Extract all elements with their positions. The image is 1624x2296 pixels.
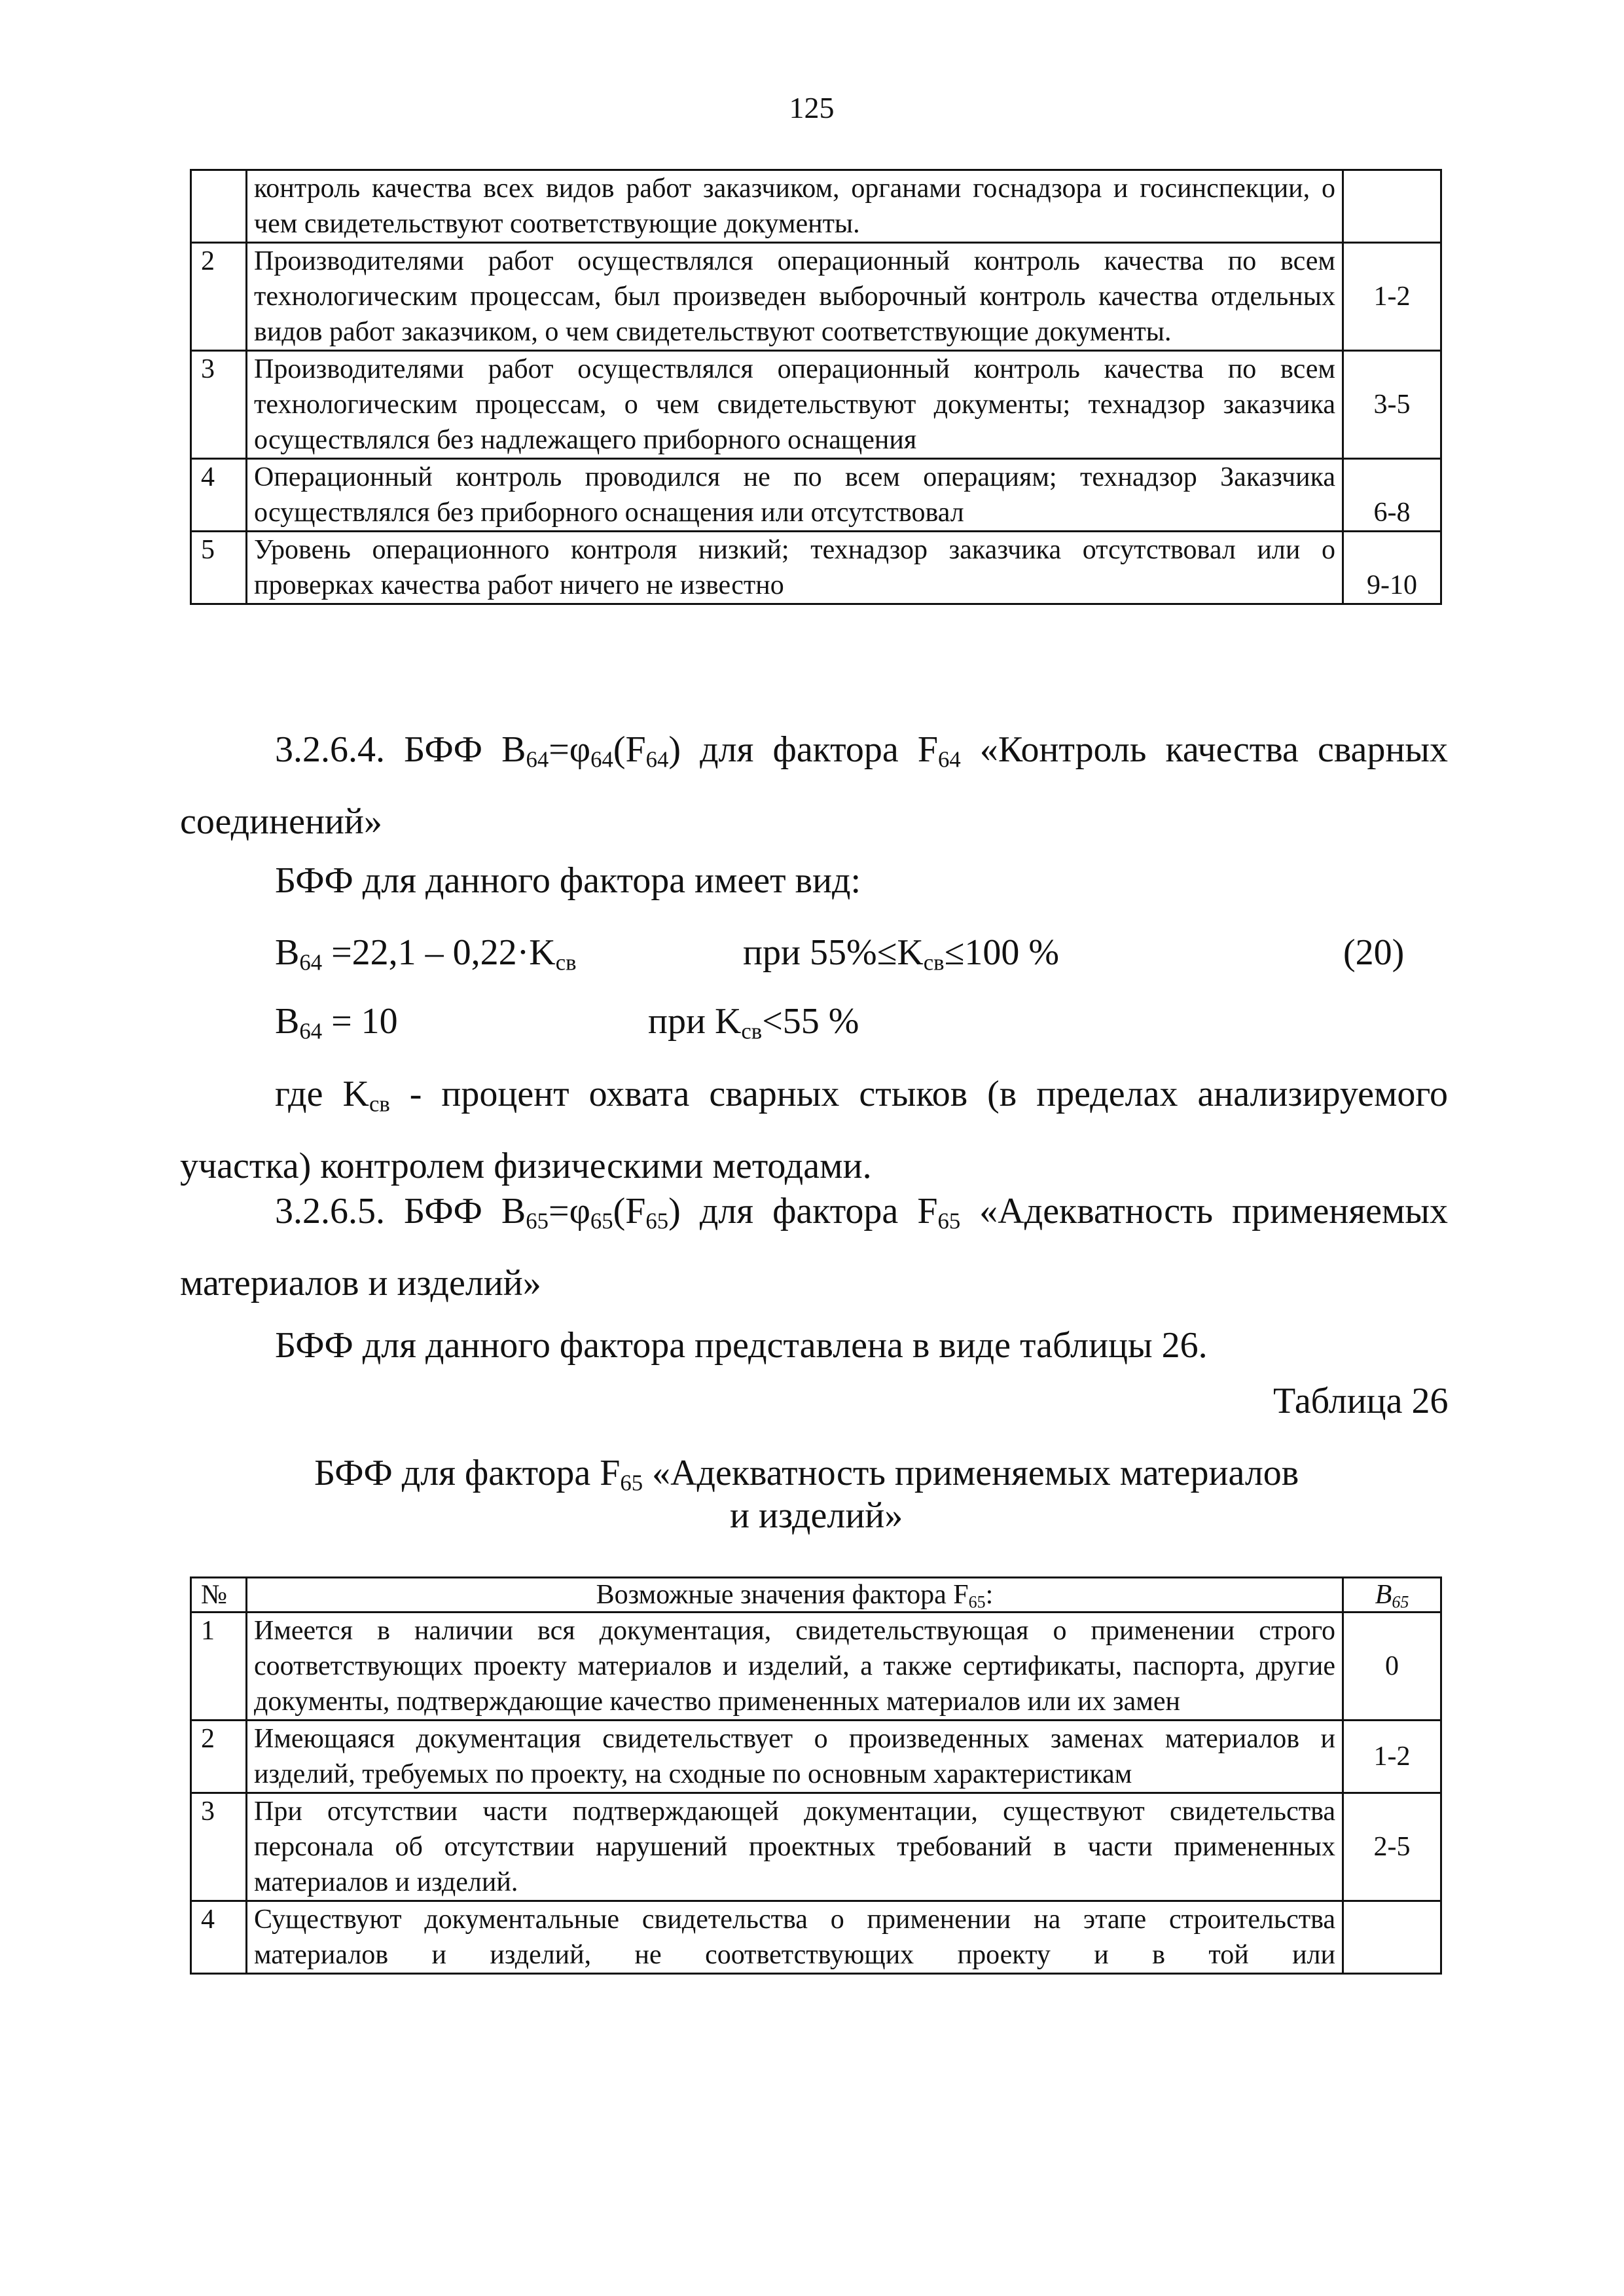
row-value: 0: [1343, 1613, 1441, 1721]
bff-table-intro: БФФ для данного фактора представлена в виде таблицы 26.: [275, 1325, 1208, 1366]
row-description: Имеется в наличии вся документация, свидетельствующая о применении строго соответствующих проекту материалов и изделий, а также сертификаты, паспорта, другие документы, подтверждающие качество примененных материалов или их замен: [247, 1613, 1343, 1721]
caption-text: «Адекватность применяемых материалов: [643, 1453, 1299, 1493]
formula-text: = 10: [322, 1001, 398, 1042]
subscript: 65: [526, 1208, 549, 1234]
heading-text: ) для фактора F: [668, 1191, 938, 1231]
row-value: 6-8: [1343, 459, 1441, 532]
subscript: 64: [645, 746, 669, 773]
table-caption-line1: [314, 1450, 1299, 1496]
row-value: [1343, 1901, 1441, 1974]
row-value: 1-2: [1343, 1721, 1441, 1793]
section-3264-heading: [275, 727, 1448, 773]
section-3265-heading: [275, 1188, 1448, 1234]
subscript: 65: [1392, 1592, 1409, 1612]
formula-text: <55 %: [762, 1001, 859, 1042]
header-text: :: [985, 1580, 994, 1610]
subscript: св: [555, 949, 577, 975]
header-text: В: [1375, 1580, 1392, 1610]
row-number: 4: [191, 459, 247, 532]
subscript: 65: [620, 1470, 643, 1496]
table-label: Таблица 26: [1273, 1381, 1449, 1421]
where-line1: [275, 1071, 1448, 1117]
subscript: 64: [938, 746, 961, 773]
row-value: 1-2: [1343, 243, 1441, 351]
header-text: Возможные значения фактора F: [596, 1580, 969, 1610]
heading-text: 3.2.6.4. БФФ В: [275, 729, 526, 770]
row-description: Имеющаяся документация свидетельствует о произведенных заменах материалов и изделий, требуемых по проекту, на сходные по основным характеристикам: [247, 1721, 1343, 1793]
body-text: где K: [275, 1074, 369, 1114]
table-header-row: [191, 1578, 1441, 1613]
caption-text: БФФ для фактора F: [314, 1453, 621, 1493]
row-number: [191, 170, 247, 243]
section-3265-heading-line2: материалов и изделий»: [180, 1263, 541, 1303]
body-text: - процент охвата сварных стыков (в пределах анализируемого: [389, 1074, 1449, 1114]
row-description: контроль качества всех видов работ заказчиком, органами госнадзора и госинспекции, о чем свидетельствуют соответствующие документы.: [247, 170, 1343, 243]
row-description: Уровень операционного контроля низкий; технадзор заказчика отсутствовал или о проверках качества работ ничего не известно: [247, 532, 1343, 604]
table-caption-line2: и изделий»: [730, 1495, 903, 1536]
formula-text: В: [275, 1001, 300, 1042]
subscript: 64: [590, 746, 613, 773]
row-number: 4: [191, 1901, 247, 1974]
row-number: 2: [191, 243, 247, 351]
row-description: Операционный контроль проводился не по всем операциям; технадзор Заказчика осуществлялся без приборного оснащения или отсутствовал: [247, 459, 1343, 532]
table-row: [191, 243, 1441, 351]
heading-text: «Контроль качества сварных: [960, 729, 1448, 770]
formula-20-condition: [743, 930, 1059, 975]
row-description: Существуют документальные свидетельства о применении на этапе строительства материалов и изделий, не соответствующих проекту и в той или: [247, 1901, 1343, 1974]
heading-text: 3.2.6.5. БФФ В: [275, 1191, 526, 1231]
formula-alt-left: [275, 998, 398, 1044]
row-number: 3: [191, 1793, 247, 1901]
table-row: [191, 351, 1441, 459]
table-row: [191, 459, 1441, 532]
formula-text: =22,1 – 0,22·K: [322, 932, 556, 973]
heading-text: =φ: [549, 729, 591, 770]
header-description: [247, 1578, 1343, 1613]
row-description: Производителями работ осуществлялся операционный контроль качества по всем технологическим процессам, был произведен выборочный контроль качества отдельных видов работ заказчиком, о чем свидетельствуют соответствующие документы.: [247, 243, 1343, 351]
row-value: 9-10: [1343, 532, 1441, 604]
heading-text: (F: [613, 729, 646, 770]
row-description: При отсутствии части подтверждающей документации, существуют свидетельства персонала об отсутствии нарушений проектных требований в части примененных материалов и изделий.: [247, 1793, 1343, 1901]
subscript: 64: [299, 1018, 323, 1044]
subscript: 65: [937, 1208, 961, 1234]
header-number: №: [191, 1578, 247, 1613]
row-number: 2: [191, 1721, 247, 1793]
table-row: [191, 170, 1441, 243]
table-row: [191, 1793, 1441, 1901]
table-row: [191, 1901, 1441, 1974]
formula-alt-condition: [648, 998, 859, 1044]
subscript: св: [369, 1091, 390, 1117]
heading-text: =φ: [548, 1191, 590, 1231]
subscript: 65: [645, 1208, 669, 1234]
section-3264-heading-line2: соединений»: [180, 801, 382, 842]
row-value: 3-5: [1343, 351, 1441, 459]
heading-text: ) для фактора F: [668, 729, 939, 770]
table-row: [191, 532, 1441, 604]
formula-20-left: [275, 930, 577, 975]
table-continuation: [190, 169, 1442, 605]
formula-text: при K: [648, 1001, 742, 1042]
formula-number: (20): [1343, 932, 1405, 973]
subscript: 65: [968, 1592, 986, 1612]
table-26: [190, 1576, 1442, 1975]
heading-text: (F: [613, 1191, 646, 1231]
row-description: Производителями работ осуществлялся операционный контроль качества по всем технологическим процессам, о чем свидетельствуют документы; технадзор заказчика осуществлялся без надлежащего приборного оснащения: [247, 351, 1343, 459]
subscript: св: [923, 949, 945, 975]
row-number: 5: [191, 532, 247, 604]
row-value: 2-5: [1343, 1793, 1441, 1901]
table-row: [191, 1613, 1441, 1721]
formula-text: В: [275, 932, 300, 973]
subscript: св: [741, 1018, 763, 1044]
subscript: 64: [526, 746, 549, 773]
header-value: [1343, 1578, 1441, 1613]
subscript: 64: [299, 949, 323, 975]
row-number: 1: [191, 1613, 247, 1721]
where-line2: участка) контролем физическими методами.: [180, 1146, 872, 1186]
table-row: [191, 1721, 1441, 1793]
subscript: 65: [590, 1208, 613, 1234]
page-number: 125: [789, 91, 835, 124]
row-value: [1343, 170, 1441, 243]
formula-text: ≤100 %: [944, 932, 1059, 973]
formula-text: при 55%≤K: [743, 932, 924, 973]
heading-text: «Адекватность применяемых: [960, 1191, 1448, 1231]
row-number: 3: [191, 351, 247, 459]
bff-intro: БФФ для данного фактора имеет вид:: [275, 860, 861, 901]
